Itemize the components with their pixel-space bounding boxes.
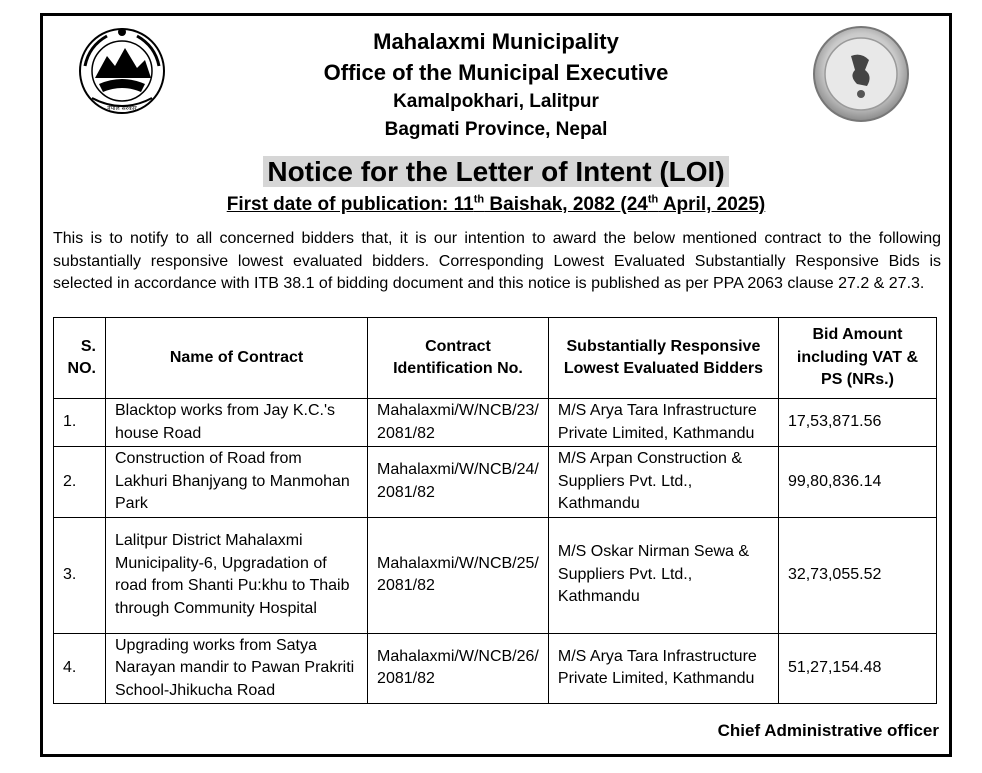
cell-bidder: M/S Oskar Nirman Sewa & Suppliers Pvt. Ltd., Kathmandu — [548, 517, 778, 633]
cell-bid-amount: 32,73,055.52 — [778, 517, 936, 633]
table-row — [54, 633, 937, 704]
cell-sno: 1. — [54, 399, 106, 447]
cell-bid-amount: 99,80,836.14 — [778, 447, 936, 518]
province-line: Bagmati Province, Nepal — [384, 119, 608, 140]
header-bid-amount: Bid Amount including VAT & PS (NRs.) — [778, 318, 936, 399]
cell-contract-name: Blacktop works from Jay K.C.'s house Road — [106, 399, 368, 447]
municipality-name: Mahalaxmi Municipality — [373, 29, 619, 54]
cell-contract-id: Mahalaxmi/W/NCB/25/ 2081/82 — [368, 517, 549, 633]
cell-sno: 4. — [54, 633, 106, 704]
cell-sno: 2. — [54, 447, 106, 518]
cell-bidder: M/S Arya Tara Infrastructure Private Limited, Kathmandu — [548, 633, 778, 704]
header-bidder: Substantially Responsive Lowest Evaluated Bidders — [548, 318, 778, 399]
cell-bid-amount: 51,27,154.48 — [778, 633, 936, 704]
cell-bidder: M/S Arya Tara Infrastructure Private Limited, Kathmandu — [548, 399, 778, 447]
notice-title: Notice for the Letter of Intent (LOI) — [43, 156, 949, 188]
cell-bidder: M/S Arpan Construction & Suppliers Pvt. Ltd., Kathmandu — [548, 447, 778, 518]
cell-contract-name: Construction of Road from Lakhuri Bhanjyang to Manmohan Park — [106, 447, 368, 518]
cell-contract-id: Mahalaxmi/W/NCB/24/ 2081/82 — [368, 447, 549, 518]
notice-body: This is to notify to all concerned bidders that, it is our intention to award the below mentioned contract to the following substantially responsive lowest evaluated bidders. Corresponding Lowest Evaluated Substantially Responsive Bids is selected in accordance with ITB 38.1 of bidding document and this notice is published as per PPA 2063 clause 27.2 & 27.3. — [53, 230, 941, 292]
table-row — [54, 447, 937, 518]
svg-text:नेपाल सरकार: नेपाल सरकार — [107, 105, 137, 112]
table-row — [54, 517, 937, 633]
signature-title: Chief Administrative officer — [717, 721, 939, 740]
header-contract-name: Name of Contract — [106, 318, 368, 399]
contracts-table — [53, 317, 937, 704]
table-row — [54, 399, 937, 447]
notice-frame — [40, 13, 952, 757]
cell-contract-id: Mahalaxmi/W/NCB/26/ 2081/82 — [368, 633, 549, 704]
publication-date: First date of publication: 11th Baishak, 2082 (24th April, 2025) — [226, 194, 766, 216]
header-sno: S. NO. — [54, 318, 106, 399]
office-name: Office of the Municipal Executive — [323, 60, 669, 85]
cell-sno: 3. — [54, 517, 106, 633]
cell-contract-name: Lalitpur District Mahalaxmi Municipality-6, Upgradation of road from Shanti Pu:khu to Thaib through Community Hospital — [106, 517, 368, 633]
header-contract-id: Contract Identification No. — [368, 318, 549, 399]
address-line: Kamalpokhari, Lalitpur — [393, 91, 599, 112]
table-header-row — [54, 318, 937, 399]
cell-contract-id: Mahalaxmi/W/NCB/23/ 2081/82 — [368, 399, 549, 447]
cell-bid-amount: 17,53,871.56 — [778, 399, 936, 447]
cell-contract-name: Upgrading works from Satya Narayan mandir to Pawan Prakriti School-Jhikucha Road — [106, 633, 368, 704]
